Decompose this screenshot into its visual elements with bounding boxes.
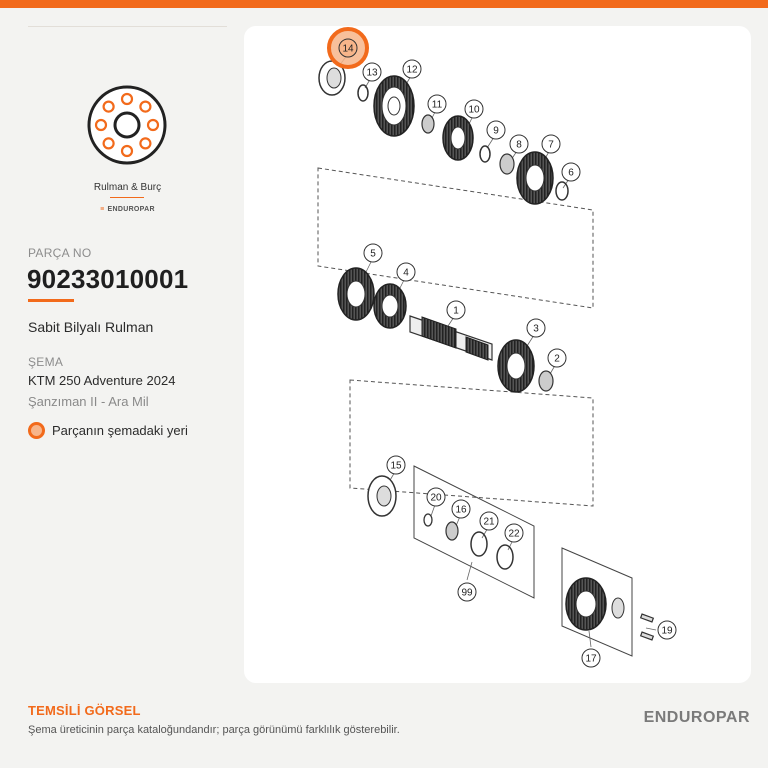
footer-note: Şema üreticinin parça kataloğundandır; parça görünümü farklılık gösterebilir.	[28, 724, 400, 736]
legend-text: Parçanın şemadaki yeri	[52, 423, 188, 438]
logo-brand-text: ENDUROPAR	[107, 206, 155, 213]
callout-16: 16	[455, 504, 467, 516]
callout-8: 8	[516, 139, 522, 151]
callout-99: 99	[461, 587, 473, 599]
callout-21: 21	[483, 516, 495, 528]
callout-4: 4	[403, 267, 409, 279]
callout-9: 9	[493, 125, 499, 137]
callout-10: 10	[468, 104, 480, 116]
callout-15: 15	[390, 460, 402, 472]
callout-17: 17	[585, 653, 597, 665]
part-name: Sabit Bilyalı Rulman	[28, 319, 154, 335]
footer-title: TEMSİLİ GÖRSEL	[28, 703, 141, 718]
schema-section: Şanzıman II - Ara Mil	[28, 394, 149, 409]
sidebar-divider	[28, 26, 227, 27]
callout-14: 14	[342, 43, 354, 55]
schema-label: ŞEMA	[28, 355, 64, 369]
brand-mark-icon: ≡	[100, 206, 105, 213]
logo-title: Rulman & Burç	[93, 182, 162, 193]
callout-3: 3	[533, 323, 539, 335]
footer-brand: ENDUROPAR	[643, 709, 750, 726]
callout-6: 6	[568, 167, 574, 179]
callout-12: 12	[406, 64, 418, 76]
highlight-legend	[28, 422, 188, 439]
callout-11: 11	[431, 99, 443, 111]
exploded-diagram	[244, 26, 751, 683]
callout-13: 13	[366, 67, 378, 79]
schema-model: KTM 250 Adventure 2024	[28, 373, 176, 388]
callout-5: 5	[370, 248, 376, 260]
highlight-marker-icon	[28, 422, 45, 439]
logo-underline	[110, 197, 144, 198]
callout-2: 2	[554, 353, 560, 365]
callout-7: 7	[548, 139, 554, 151]
part-number: 90233010001	[27, 264, 189, 294]
part-number-label: PARÇA NO	[28, 246, 92, 260]
bearing-icon	[86, 84, 168, 166]
logo-brand	[28, 206, 227, 213]
part-number-underline	[28, 299, 74, 302]
callout-20: 20	[430, 492, 442, 504]
callout-22: 22	[508, 528, 520, 540]
top-accent-bar	[0, 0, 768, 8]
callout-1: 1	[453, 305, 459, 317]
callout-19: 19	[661, 625, 673, 637]
